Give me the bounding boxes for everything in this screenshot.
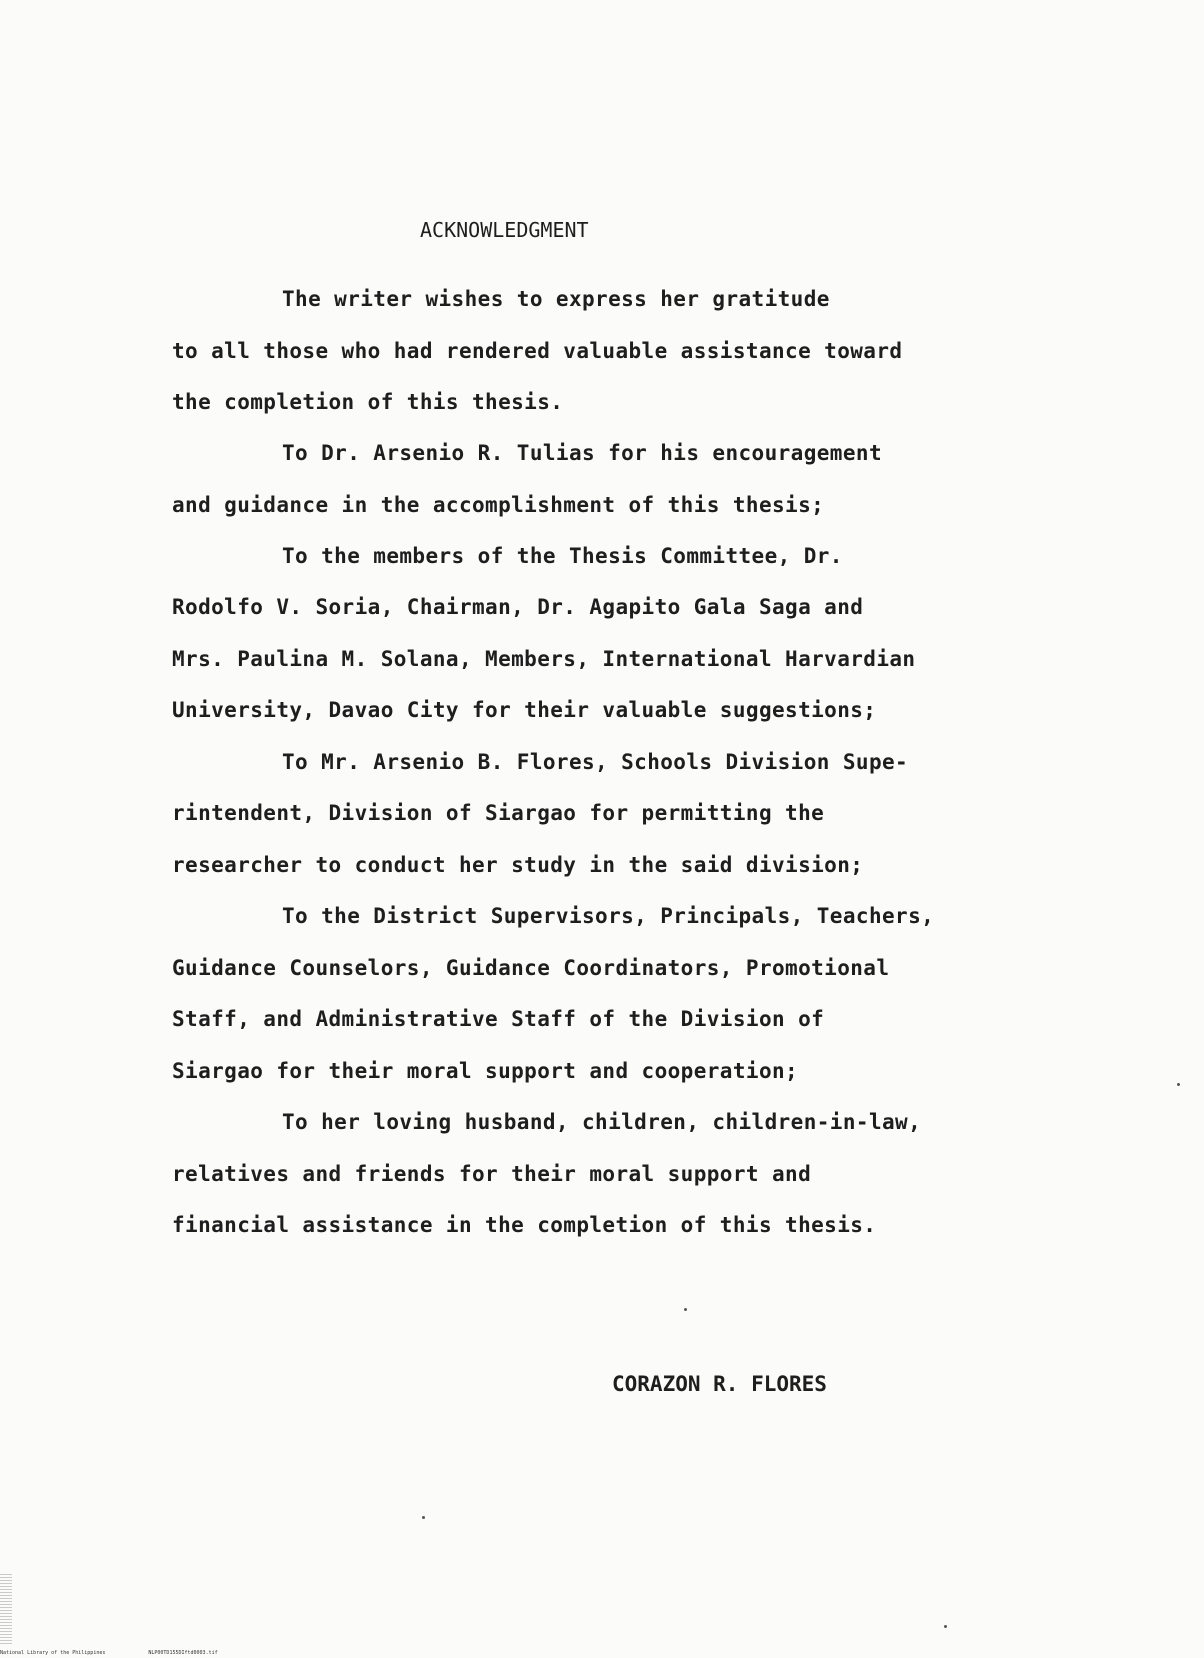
paragraph-line: to all those who had rendered valuable assistance toward: [172, 339, 903, 363]
paragraph-line: Guidance Counselors, Guidance Coordinators, Promotional: [172, 956, 890, 980]
scan-speck: [944, 1625, 947, 1628]
paragraph-line: Mrs. Paulina M. Solana, Members, International Harvardian: [172, 647, 916, 671]
scan-speck: [1177, 1083, 1180, 1086]
paragraph-line: To Mr. Arsenio B. Flores, Schools Division Supe-: [282, 750, 909, 774]
page-title: ACKNOWLEDGMENT: [420, 218, 589, 242]
paragraph-line: and guidance in the accomplishment of this thesis;: [172, 493, 825, 517]
paragraph-line: University, Davao City for their valuable suggestions;: [172, 698, 877, 722]
paragraph-line: financial assistance in the completion of this thesis.: [172, 1213, 877, 1237]
paragraph-line: researcher to conduct her study in the said division;: [172, 853, 864, 877]
paragraph-line: Siargao for their moral support and cooperation;: [172, 1059, 799, 1083]
paragraph-line: relatives and friends for their moral support and: [172, 1162, 812, 1186]
paragraph-line: To the District Supervisors, Principals, Teachers,: [282, 904, 935, 928]
paragraph-line: To Dr. Arsenio R. Tulias for his encouragement: [282, 441, 882, 465]
footer-file: NLP00TD155DIftd0003.tif: [148, 1650, 218, 1656]
paragraph-line: Rodolfo V. Soria, Chairman, Dr. Agapito Gala Saga and: [172, 595, 864, 619]
paragraph-line: the completion of this thesis.: [172, 390, 564, 414]
paragraph-line: Staff, and Administrative Staff of the Division of: [172, 1007, 825, 1031]
paragraph-line: To her loving husband, children, children-in-law,: [282, 1110, 922, 1134]
paragraph-line: To the members of the Thesis Committee, Dr.: [282, 544, 843, 568]
scan-edge-noise: [0, 1574, 12, 1644]
paragraph-line: The writer wishes to express her gratitude: [282, 287, 830, 311]
footer-library: National Library of the Philippines: [0, 1650, 106, 1656]
footer: [0, 1650, 258, 1656]
paragraph-line: rintendent, Division of Siargao for permitting the: [172, 801, 825, 825]
scan-speck: [422, 1516, 425, 1519]
scan-speck: [684, 1308, 687, 1311]
signature-name: CORAZON R. FLORES: [612, 1372, 827, 1396]
